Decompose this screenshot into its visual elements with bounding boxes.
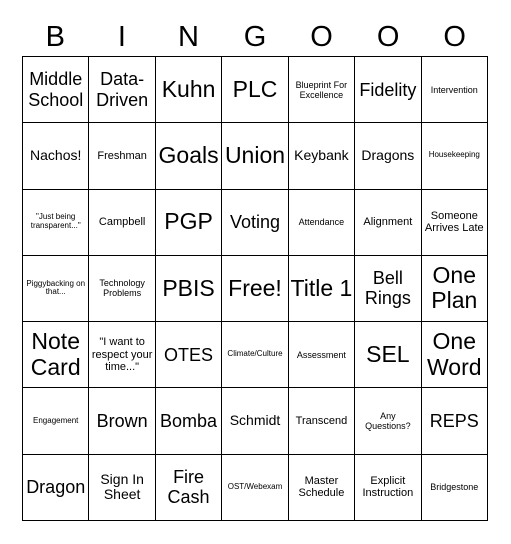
bingo-cell[interactable]: Goals	[156, 123, 222, 189]
bingo-board	[22, 56, 488, 521]
bingo-cell[interactable]: Schmidt	[222, 388, 288, 454]
bingo-cell[interactable]: Free!	[222, 256, 288, 322]
bingo-cell[interactable]: Engagement	[23, 388, 89, 454]
bingo-cell[interactable]: "I want to respect your time..."	[89, 322, 155, 388]
bingo-cell[interactable]: Keybank	[289, 123, 355, 189]
bingo-cell[interactable]: Technology Problems	[89, 256, 155, 322]
header-letter-g: G	[243, 20, 267, 53]
bingo-cell[interactable]: Fire Cash	[156, 455, 222, 521]
bingo-cell[interactable]: Any Questions?	[355, 388, 421, 454]
bingo-cell[interactable]: Blueprint For Excellence	[289, 57, 355, 123]
bingo-cell[interactable]: One Plan	[422, 256, 488, 322]
bingo-cell[interactable]: Fidelity	[355, 57, 421, 123]
bingo-cell[interactable]: Data-Driven	[89, 57, 155, 123]
bingo-cell[interactable]: Nachos!	[23, 123, 89, 189]
bingo-cell[interactable]: Housekeeping	[422, 123, 488, 189]
bingo-cell[interactable]: Bell Rings	[355, 256, 421, 322]
bingo-cell[interactable]: Piggybacking on that...	[23, 256, 89, 322]
bingo-cell[interactable]: Dragons	[355, 123, 421, 189]
bingo-cell[interactable]: Sign In Sheet	[89, 455, 155, 521]
bingo-cell[interactable]: Climate/Culture	[222, 322, 288, 388]
bingo-cell[interactable]: Explicit Instruction	[355, 455, 421, 521]
bingo-cell[interactable]: REPS	[422, 388, 488, 454]
bingo-cell[interactable]: PLC	[222, 57, 288, 123]
bingo-cell[interactable]: OTES	[156, 322, 222, 388]
bingo-cell[interactable]: Assessment	[289, 322, 355, 388]
bingo-cell[interactable]: Middle School	[23, 57, 89, 123]
bingo-cell[interactable]: SEL	[355, 322, 421, 388]
bingo-cell[interactable]: Campbell	[89, 190, 155, 256]
bingo-cell[interactable]: OST/Webexam	[222, 455, 288, 521]
header-letter-o-2: O	[376, 20, 400, 53]
bingo-cell[interactable]: PGP	[156, 190, 222, 256]
bingo-cell[interactable]: Alignment	[355, 190, 421, 256]
bingo-cell[interactable]: One Word	[422, 322, 488, 388]
header-letter-i: I	[117, 20, 126, 53]
bingo-cell[interactable]: Someone Arrives Late	[422, 190, 488, 256]
header-letter-o-1: O	[310, 20, 333, 53]
bingo-cell[interactable]: Title 1	[289, 256, 355, 322]
bingo-cell[interactable]: Attendance	[289, 190, 355, 256]
bingo-cell[interactable]: Master Schedule	[289, 455, 355, 521]
bingo-cell[interactable]: Bridgestone	[422, 455, 488, 521]
bingo-cell[interactable]: Union	[222, 123, 288, 189]
bingo-cell[interactable]: Kuhn	[156, 57, 222, 123]
header-letter-n: N	[177, 20, 199, 53]
bingo-cell[interactable]: PBIS	[156, 256, 222, 322]
header-letter-o-3: O	[443, 20, 466, 53]
bingo-cell[interactable]: "Just being transparent..."	[23, 190, 89, 256]
bingo-cell[interactable]: Bomba	[156, 388, 222, 454]
bingo-cell[interactable]: Brown	[89, 388, 155, 454]
bingo-cell[interactable]: Note Card	[23, 322, 89, 388]
bingo-cell[interactable]: Freshman	[89, 123, 155, 189]
bingo-cell[interactable]: Dragon	[23, 455, 89, 521]
bingo-cell[interactable]: Transcend	[289, 388, 355, 454]
header-letter-b: B	[45, 20, 65, 53]
bingo-header	[22, 18, 488, 56]
bingo-cell[interactable]: Intervention	[422, 57, 488, 123]
bingo-cell[interactable]: Voting	[222, 190, 288, 256]
